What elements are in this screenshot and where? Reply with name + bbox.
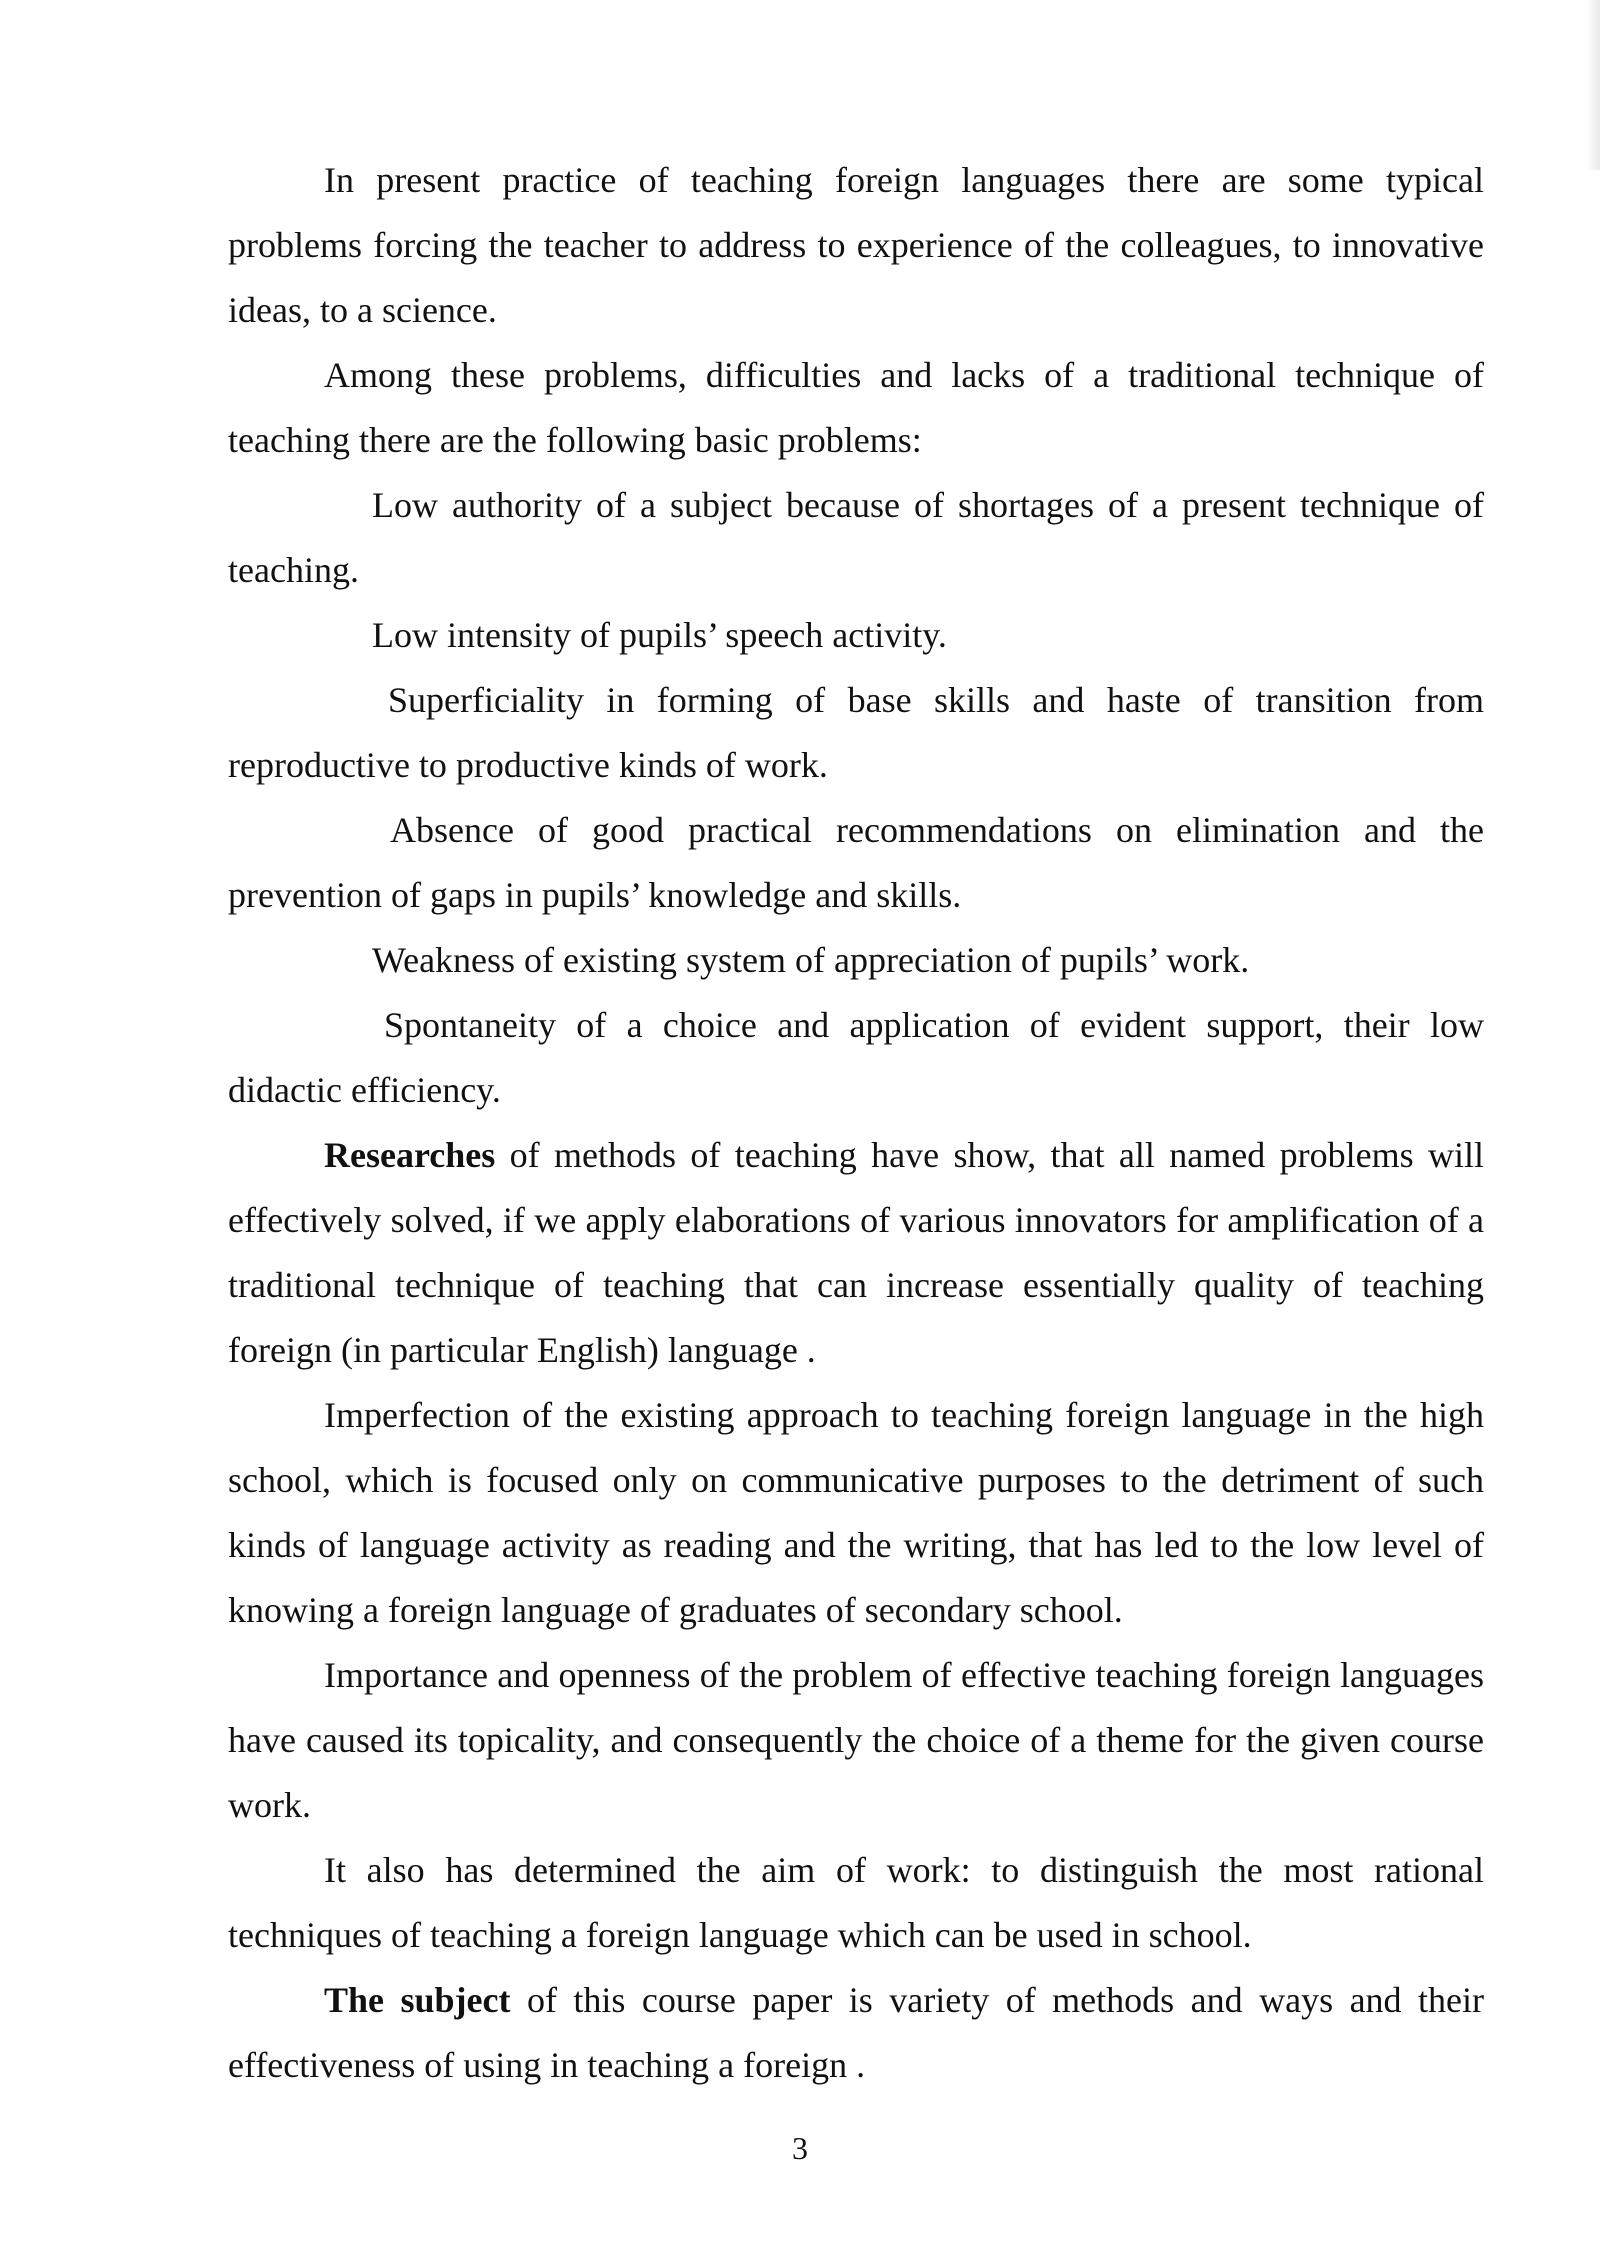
- researches-bold-term: Researches: [324, 1135, 496, 1175]
- list-item-low-authority: Low authority of a subject because of shortages of a present technique of teaching.: [228, 485, 1484, 590]
- paragraph-importance: Importance and openness of the problem of effective teaching foreign languages have caused its topicality, and consequently the choice of a theme for the given course work.: [228, 1655, 1484, 1825]
- document-body: [228, 148, 1484, 2098]
- paragraph-imperfection: Imperfection of the existing approach to teaching foreign language in the high school, which is focused only on communicative purposes to the detriment of such kinds of language activity as reading and the writing, that has led to the low level of knowing a foreign language of graduates of secondary school.: [228, 1395, 1484, 1630]
- list-item-weakness: Weakness of existing system of appreciation of pupils’ work.: [372, 940, 1250, 980]
- subject-bold-term: The subject: [324, 1980, 511, 2020]
- list-item-absence: Absence of good practical recommendations on elimination and the prevention of gaps in pupils’ knowledge and skills.: [228, 810, 1484, 915]
- researches-text: of methods of teaching have show, that all named problems will effectively solved, if we apply elaborations of various innovators for amplification of a traditional technique of teaching that can increase essentially quality of teaching foreign (in particular English) language .: [228, 1135, 1484, 1370]
- page-number: 3: [792, 2130, 808, 2166]
- subject-text: of this course paper is variety of methods and ways and their effectiveness of using in teaching a foreign .: [228, 1980, 1484, 2085]
- paragraph-problems-intro: Among these problems, difficulties and lacks of a traditional technique of teaching there are the following basic problems:: [228, 355, 1484, 460]
- paragraph-subject: [228, 1968, 1484, 2098]
- list-item-superficiality: Superficiality in forming of base skills and haste of transition from reproductive to productive kinds of work.: [228, 680, 1484, 785]
- paragraph-aim: It also has determined the aim of work: to distinguish the most rational techniques of teaching a foreign language which can be used in school.: [228, 1850, 1484, 1955]
- list-item-spontaneity: Spontaneity of a choice and application of evident support, their low didactic efficiency.: [228, 1005, 1484, 1110]
- paragraph-researches: [228, 1123, 1484, 1383]
- page-edge-shadow: [1586, 0, 1600, 170]
- paragraph-intro: In present practice of teaching foreign languages there are some typical problems forcing the teacher to address to experience of the colleagues, to innovative ideas, to a science.: [228, 160, 1484, 330]
- list-item-low-intensity: Low intensity of pupils’ speech activity.: [372, 615, 947, 655]
